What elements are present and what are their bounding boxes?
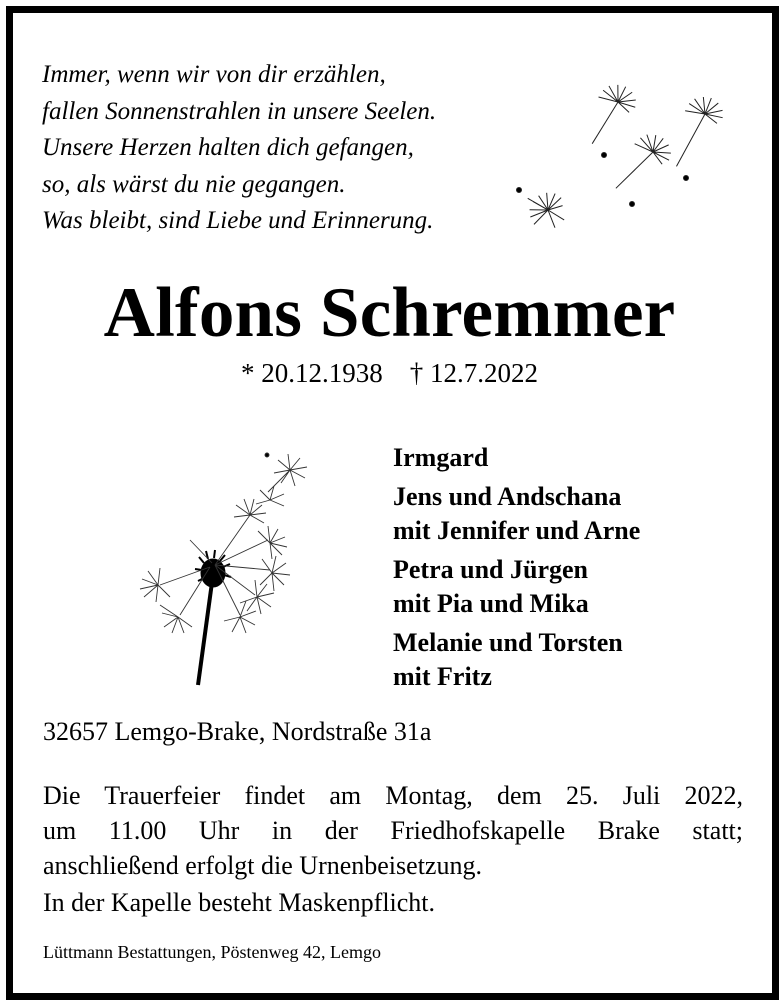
family-group	[393, 553, 640, 621]
family-group	[393, 441, 640, 475]
family-line: mit Pia und Mika	[393, 589, 589, 618]
family-line: Petra und Jürgen	[393, 555, 588, 584]
notice-line: um 11.00 Uhr in der Friedhofskapelle Brake statt;	[43, 816, 743, 845]
dandelion-icon	[120, 445, 340, 690]
life-dates	[0, 355, 779, 391]
poem-line: Immer, wenn wir von dir erzählen,	[42, 61, 386, 88]
mask-notice: In der Kapelle besteht Maskenpflicht.	[43, 888, 436, 917]
deceased-name: Alfons Schremmer	[103, 274, 676, 352]
poem-line: Was bleibt, sind Liebe und Erinnerung.	[42, 207, 434, 234]
family-line: mit Jennifer und Arne	[393, 516, 641, 545]
funeral-notice	[43, 778, 743, 883]
family-line: mit Fritz	[393, 662, 492, 691]
surviving-family	[393, 441, 640, 699]
poem	[42, 57, 436, 240]
poem-line: so, als wärst du nie gegangen.	[42, 170, 346, 198]
notice-line: anschließend erfolgt die Urnenbeisetzung.	[43, 851, 482, 880]
family-group	[393, 480, 640, 548]
family-line: Irmgard	[393, 443, 489, 472]
funeral-home: Lüttmann Bestattungen, Pöstenweg 42, Lemgo	[43, 942, 381, 962]
poem-line: fallen Sonnenstrahlen in unsere Seelen.	[42, 97, 437, 125]
notice-line: Die Trauerfeier findet am Montag, dem 25. Juli 2022,	[43, 781, 743, 810]
family-line: Jens und Andschana	[393, 482, 622, 511]
dandelion-seeds-icon	[500, 80, 750, 250]
poem-line: Unsere Herzen halten dich gefangen,	[42, 134, 414, 161]
death-date: † 12.7.2022	[409, 358, 538, 388]
address: 32657 Lemgo-Brake, Nordstraße 31a	[43, 717, 432, 746]
family-group	[393, 626, 640, 694]
family-line: Melanie und Torsten	[393, 628, 623, 657]
birth-date: * 20.12.1938	[241, 358, 383, 388]
